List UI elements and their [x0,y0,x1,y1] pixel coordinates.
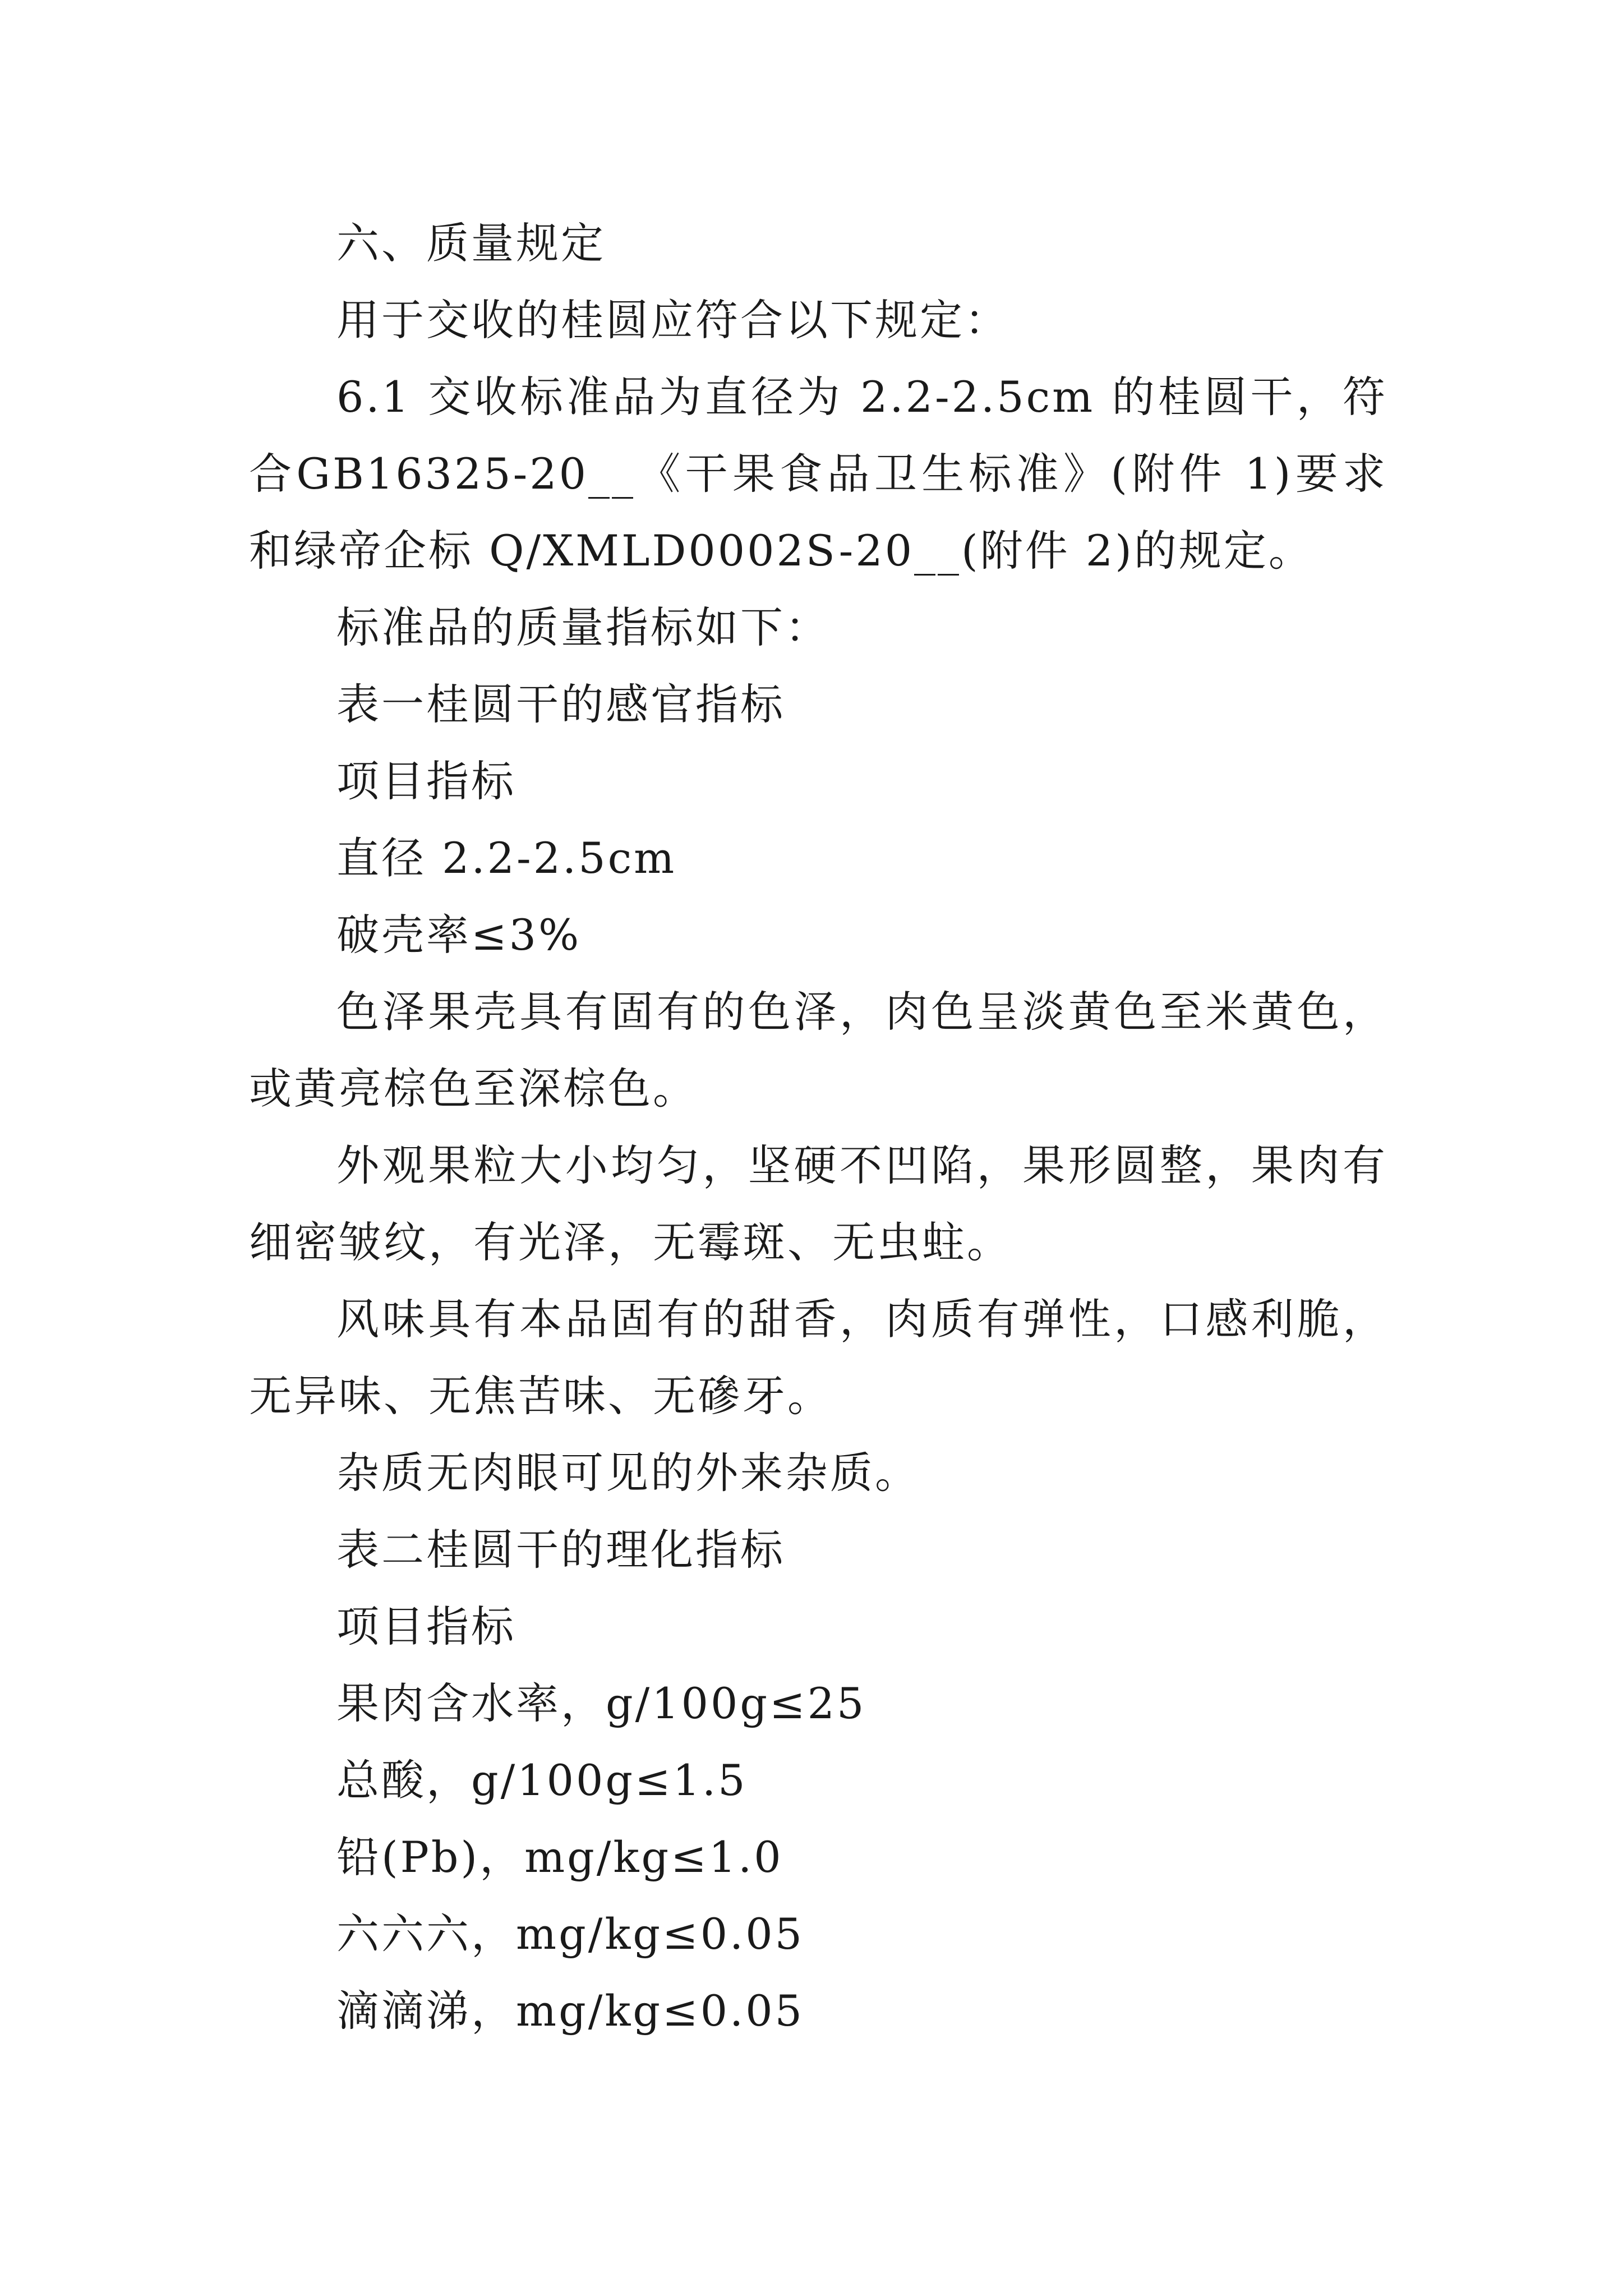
section-heading: 六、质量规定 [336,218,606,268]
table-1-row-color: 色泽果壳具有固有的色泽，肉色呈淡黄色至米黄色，或黄亮棕色至深棕色。 [249,987,1387,1114]
intro-paragraph: 用于交收的桂圆应符合以下规定： [336,295,1009,345]
table-2-row-lead: 铅(Pb)，mg/kg≤1.0 [336,1832,783,1882]
table-2-row-total-acid: 总酸，g/100g≤1.5 [336,1755,748,1805]
table-1-row-impurity: 杂质无肉眼可见的外来杂质。 [336,1448,920,1498]
table-2-header: 项目指标 [336,1602,516,1651]
table-2-title: 表二桂圆干的理化指标 [336,1525,785,1575]
table-1-header: 项目指标 [336,756,516,806]
table-1-row-flavor: 风味具有本品固有的甜香，肉质有弹性，口感利脆，无异味、无焦苦味、无磣牙。 [249,1294,1387,1421]
clause-6-1-paragraph: 6.1 交收标准品为直径为 2.2-2.5cm 的桂圆干，符合GB16325-20__《干果食品卫生标准》(附件 1)要求和绿帝企标 Q/XMLD0002S-20__(附件 2)的规定。 [249,372,1387,576]
table-2-row-ddt: 滴滴涕，mg/kg≤0.05 [336,1986,804,2036]
table-2-row-bhc: 六六六，mg/kg≤0.05 [336,1909,804,1959]
document-body [249,205,1387,2049]
table-1-title: 表一桂圆干的感官指标 [336,679,785,729]
table-1-row-appearance: 外观果粒大小均匀，坚硬不凹陷，果形圆整，果肉有细密皱纹，有光泽，无霉斑、无虫蛀。 [249,1140,1387,1267]
table-1-row-broken-shell: 破壳率≤3% [336,910,582,960]
quality-intro-paragraph: 标准品的质量指标如下： [336,602,830,652]
table-1-row-diameter: 直径 2.2-2.5cm [336,833,677,883]
table-2-row-moisture: 果肉含水率，g/100g≤25 [336,1678,866,1728]
